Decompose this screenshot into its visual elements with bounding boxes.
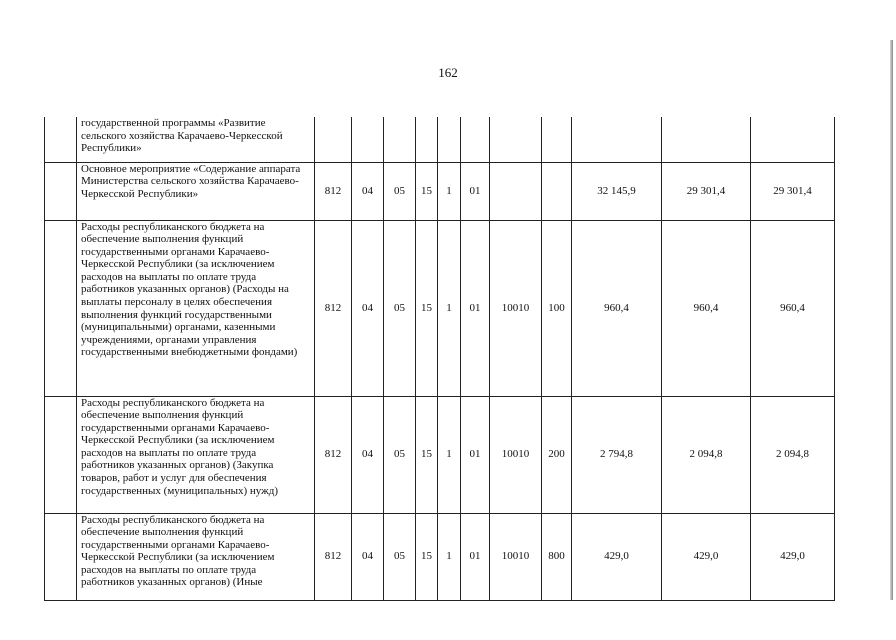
program-code-cell: 15 <box>416 220 438 396</box>
admin-code-cell: 812 <box>315 396 352 513</box>
table-row <box>45 117 835 162</box>
table-body <box>45 117 835 600</box>
admin-code-cell: 812 <box>315 220 352 396</box>
subprogram-code-cell: 1 <box>438 162 461 220</box>
admin-code-cell <box>315 117 352 162</box>
budget-table <box>44 117 835 601</box>
row-number-cell <box>45 162 77 220</box>
amount-2-cell: 429,0 <box>662 513 751 600</box>
description-cell: Расходы республиканского бюджета на обеспечение выполнения функций государственными органами Карачаево-Черкесской Республики (за исключением расходов на выплаты по оплате труда работников указанных органов) (Иные <box>77 513 315 600</box>
subprogram-code-cell: 1 <box>438 396 461 513</box>
admin-code-cell: 812 <box>315 513 352 600</box>
description-cell: Расходы республиканского бюджета на обеспечение выполнения функций государственными органами Карачаево-Черкесской Республики (за исключением расходов на выплаты по оплате труда работников указанных органов) (Закупка товаров, работ и услуг для обеспечения государственных (муниципальных) нужд) <box>77 396 315 513</box>
expense-type-cell <box>542 162 572 220</box>
row-number-cell <box>45 396 77 513</box>
program-code-cell: 15 <box>416 162 438 220</box>
row-number-cell <box>45 513 77 600</box>
expense-type-cell: 100 <box>542 220 572 396</box>
description-cell: государственной программы «Развитие сельского хозяйства Карачаево-Черкесской Республики» <box>77 117 315 162</box>
direction-code-cell <box>490 162 542 220</box>
table-row <box>45 220 835 396</box>
subprogram-code-cell <box>438 117 461 162</box>
subsection-code-cell: 05 <box>384 513 416 600</box>
event-code-cell: 01 <box>461 162 490 220</box>
amount-3-cell <box>751 117 835 162</box>
amount-1-cell: 429,0 <box>572 513 662 600</box>
scan-edge-shadow <box>890 40 893 600</box>
amount-3-cell: 960,4 <box>751 220 835 396</box>
amount-2-cell: 2 094,8 <box>662 396 751 513</box>
row-number-cell <box>45 220 77 396</box>
subprogram-code-cell: 1 <box>438 220 461 396</box>
subsection-code-cell: 05 <box>384 220 416 396</box>
expense-type-cell: 800 <box>542 513 572 600</box>
subsection-code-cell: 05 <box>384 396 416 513</box>
amount-1-cell: 2 794,8 <box>572 396 662 513</box>
section-code-cell: 04 <box>352 513 384 600</box>
direction-code-cell: 10010 <box>490 220 542 396</box>
amount-2-cell: 960,4 <box>662 220 751 396</box>
amount-2-cell: 29 301,4 <box>662 162 751 220</box>
event-code-cell: 01 <box>461 396 490 513</box>
amount-1-cell: 32 145,9 <box>572 162 662 220</box>
expense-type-cell <box>542 117 572 162</box>
table-row <box>45 396 835 513</box>
event-code-cell: 01 <box>461 220 490 396</box>
description-cell: Основное мероприятие «Содержание аппарата Министерства сельского хозяйства Карачаево-Черкесской Республики» <box>77 162 315 220</box>
program-code-cell: 15 <box>416 513 438 600</box>
program-code-cell: 15 <box>416 396 438 513</box>
page-number: 162 <box>438 65 458 80</box>
amount-1-cell: 960,4 <box>572 220 662 396</box>
section-code-cell: 04 <box>352 396 384 513</box>
direction-code-cell: 10010 <box>490 396 542 513</box>
amount-3-cell: 429,0 <box>751 513 835 600</box>
amount-2-cell <box>662 117 751 162</box>
direction-code-cell: 10010 <box>490 513 542 600</box>
subprogram-code-cell: 1 <box>438 513 461 600</box>
amount-3-cell: 29 301,4 <box>751 162 835 220</box>
event-code-cell <box>461 117 490 162</box>
table-row <box>45 513 835 600</box>
subsection-code-cell: 05 <box>384 162 416 220</box>
admin-code-cell: 812 <box>315 162 352 220</box>
subsection-code-cell <box>384 117 416 162</box>
description-cell: Расходы республиканского бюджета на обеспечение выполнения функций государственными органами Карачаево-Черкесской Республики (за исключением расходов на выплаты по оплате труда работников указанных органов) (Расходы на выплаты персоналу в целях обеспечения выполнения функций государственными (муниципальными) органами, казенными учреждениями, органами управления государственными внебюджетными фондами) <box>77 220 315 396</box>
expense-type-cell: 200 <box>542 396 572 513</box>
program-code-cell <box>416 117 438 162</box>
event-code-cell: 01 <box>461 513 490 600</box>
table-row <box>45 162 835 220</box>
row-number-cell <box>45 117 77 162</box>
amount-3-cell: 2 094,8 <box>751 396 835 513</box>
section-code-cell: 04 <box>352 220 384 396</box>
amount-1-cell <box>572 117 662 162</box>
section-code-cell <box>352 117 384 162</box>
section-code-cell: 04 <box>352 162 384 220</box>
direction-code-cell <box>490 117 542 162</box>
